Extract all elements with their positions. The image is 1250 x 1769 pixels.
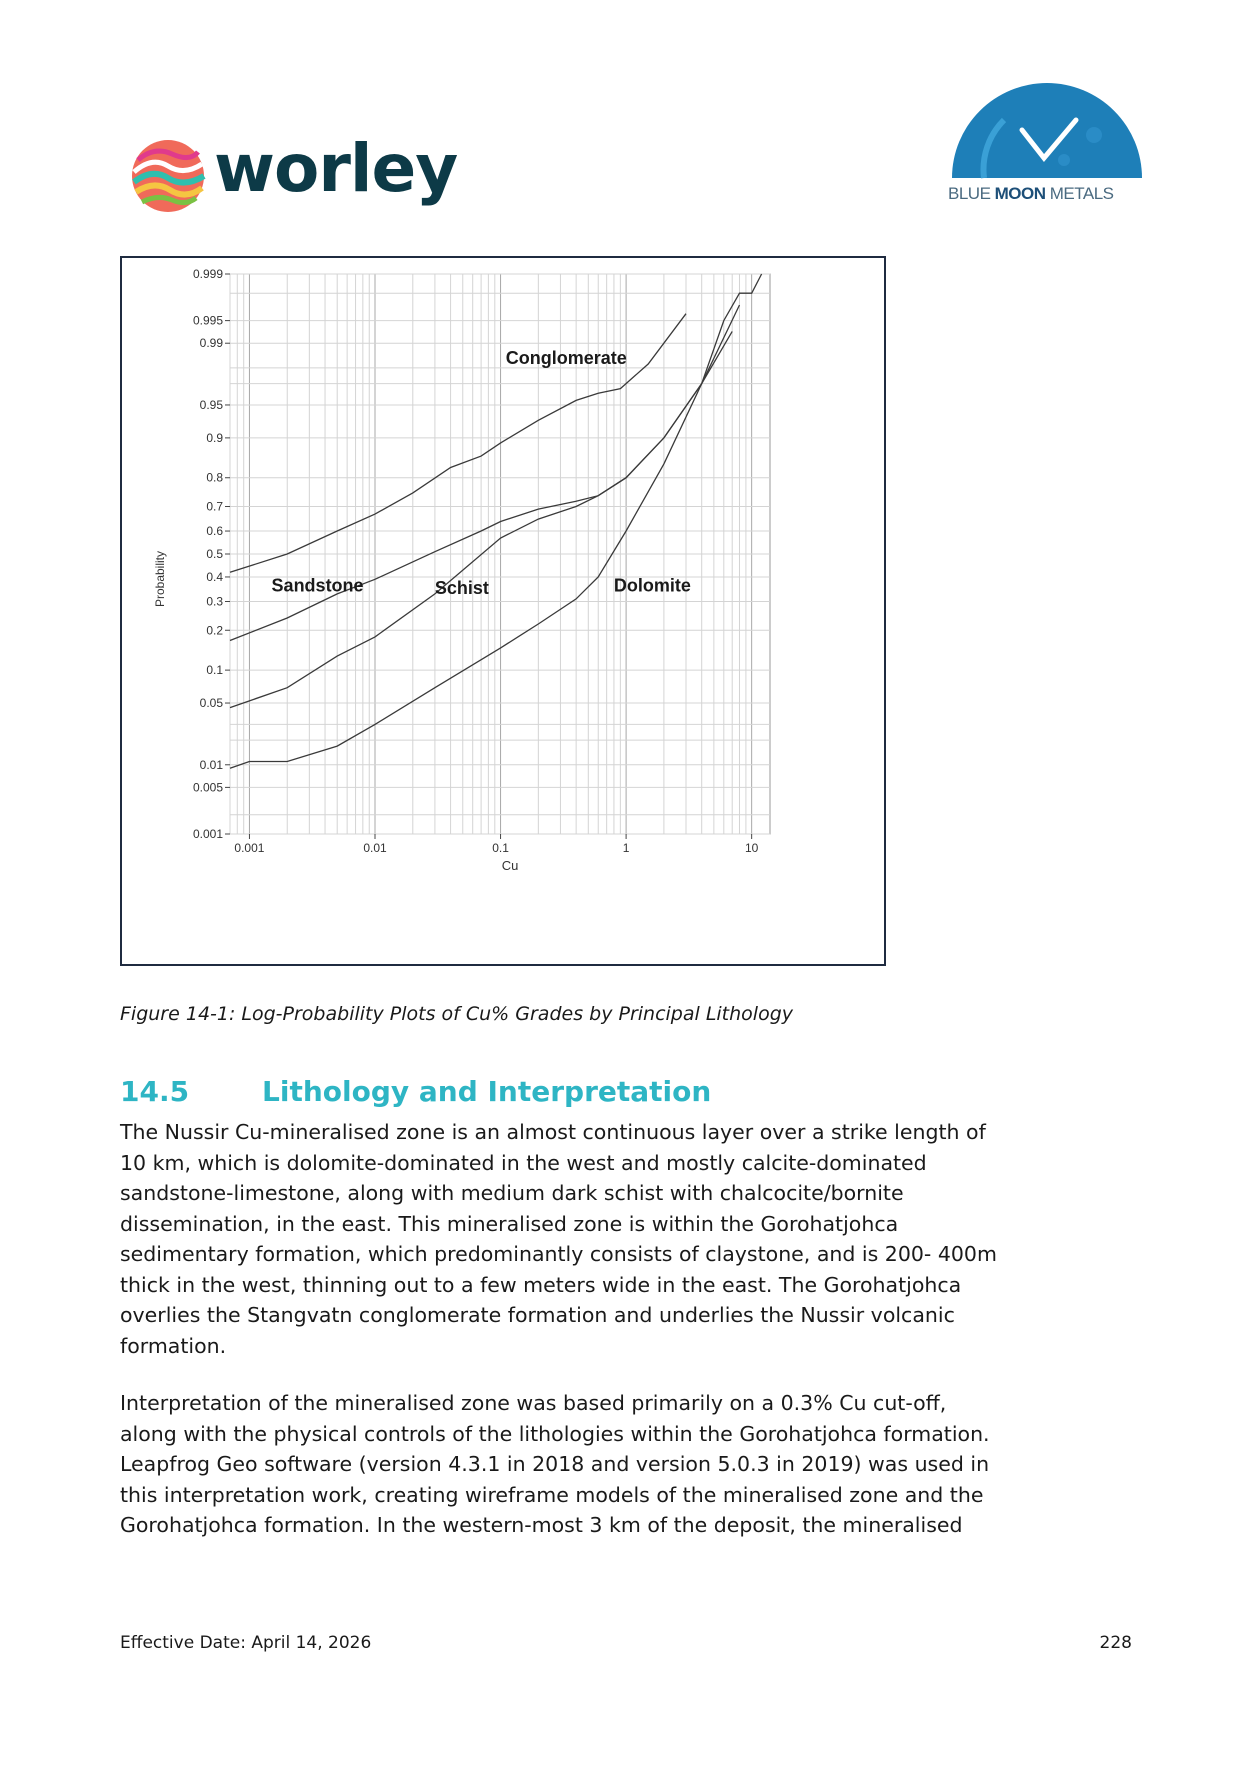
section-number: 14.5	[120, 1075, 190, 1108]
y-tick-label: 0.005	[192, 780, 223, 795]
y-tick-label: 0.999	[192, 267, 223, 281]
y-tick-label: 0.2	[206, 623, 223, 638]
y-tick-label: 0.5	[206, 547, 223, 561]
figure-caption: Figure 14-1: Log-Probability Plots of Cu% Grades by Principal Lithology	[120, 1003, 794, 1025]
x-axis-label: Cu	[501, 858, 519, 873]
y-axis-label: Probability	[153, 550, 167, 608]
footer-effective-date: Effective Date: April 14, 2026	[120, 1633, 372, 1653]
text-line: formation.	[120, 1333, 227, 1358]
series-annotation: Conglomerate	[505, 348, 627, 369]
text-line: The Nussir Cu-mineralised zone is an almost continuous layer over a strike length of	[120, 1120, 986, 1144]
text-line: thick in the west, thinning out to a few meters wide in the east. The Gorohatjohca	[120, 1272, 962, 1297]
footer-page-number: 228	[1099, 1633, 1132, 1653]
y-tick-label: 0.9	[206, 430, 223, 445]
moon-dome-icon	[944, 80, 1150, 180]
text-line: Gorohatjohca formation. In the western-most 3 km of the deposit, the mineralised	[120, 1513, 963, 1537]
blue-moon-metals-text	[948, 184, 1114, 204]
y-tick-label: 0.4	[206, 569, 223, 584]
bm-text-blue: BLUE	[948, 184, 995, 203]
bm-text-moon: MOON	[994, 184, 1046, 203]
text-line: overlies the Stangvatn conglomerate formation and underlies the Nussir volcanic	[120, 1303, 955, 1327]
worley-wordmark: worley	[214, 130, 458, 207]
series-annotation: Dolomite	[613, 575, 691, 596]
log-probability-chart	[122, 258, 884, 964]
x-tick-label: 1	[622, 841, 630, 855]
y-tick-label: 0.99	[199, 336, 223, 351]
text-line: this interpretation work, creating wireframe models of the mineralised zone and the	[120, 1482, 984, 1507]
text-line: along with the physical controls of the lithologies within the Gorohatjohca formation.	[120, 1421, 990, 1446]
y-tick-label: 0.995	[192, 313, 223, 328]
y-tick-label: 0.1	[206, 663, 223, 678]
text-line: Interpretation of the mineralised zone was based primarily on a 0.3% Cu cut-off,	[120, 1391, 947, 1415]
figure-frame	[120, 256, 886, 966]
y-tick-label: 0.6	[206, 524, 223, 539]
y-tick-label: 0.8	[206, 470, 223, 485]
x-tick-label: 0.1	[492, 841, 509, 855]
text-line: sedimentary formation, which predominantly consists of claystone, and is 200- 400m	[120, 1242, 997, 1266]
x-tick-label: 10	[744, 841, 759, 855]
y-tick-label: 0.7	[206, 499, 223, 514]
y-tick-label: 0.95	[199, 397, 223, 412]
series-annotation: Schist	[434, 577, 489, 598]
text-line: dissemination, in the east. This mineralised zone is within the Gorohatjohca	[120, 1211, 899, 1236]
bm-text-metals: METALS	[1045, 184, 1114, 203]
y-tick-label: 0.3	[206, 594, 223, 609]
x-tick-label: 0.01	[363, 841, 387, 855]
paragraph-1	[120, 1117, 1130, 1361]
blue-moon-metals-logo	[944, 80, 1150, 210]
text-line: Leapfrog Geo software (version 4.3.1 in 2018 and version 5.0.3 in 2019) was used in	[120, 1452, 990, 1476]
text-line: 10 km, which is dolomite-dominated in the west and mostly calcite-dominated	[120, 1150, 927, 1175]
text-line: sandstone-limestone, along with medium dark schist with chalcocite/bornite	[120, 1181, 904, 1205]
x-tick-label: 0.001	[234, 841, 265, 855]
paragraph-2	[120, 1388, 1130, 1541]
section-title: Lithology and Interpretation	[262, 1075, 712, 1108]
series-annotation: Sandstone	[271, 575, 364, 596]
worley-swirl-icon	[128, 136, 208, 216]
worley-logo	[128, 130, 468, 226]
y-tick-label: 0.05	[199, 696, 223, 711]
y-tick-label: 0.01	[199, 757, 223, 772]
y-tick-label: 0.001	[192, 827, 223, 841]
